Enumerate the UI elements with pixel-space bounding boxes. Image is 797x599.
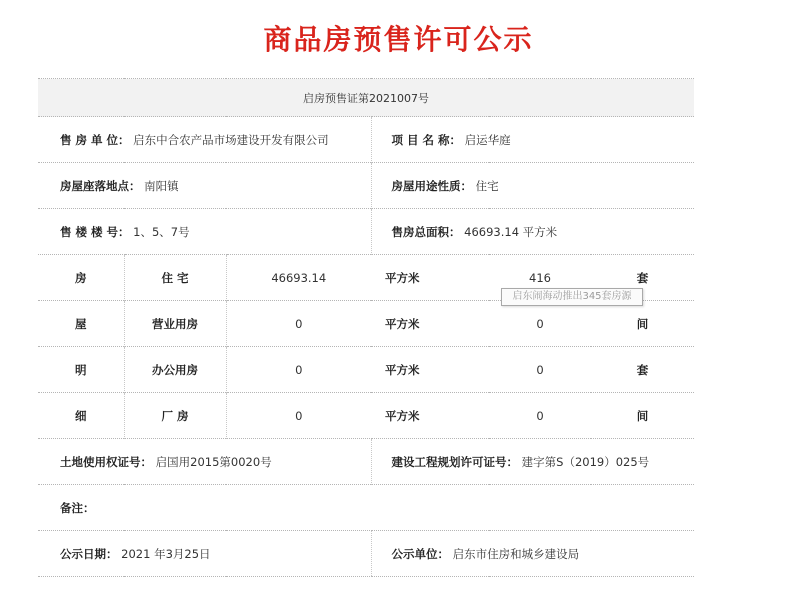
detail-area-unit: 平方米	[371, 301, 489, 347]
detail-type: 营业用房	[124, 301, 226, 347]
project-cell	[371, 117, 694, 163]
permit-table-wrap	[38, 78, 694, 577]
detail-group-char: 房	[38, 255, 124, 301]
detail-area: 0	[226, 301, 371, 347]
detail-type: 住 宅	[124, 255, 226, 301]
remarks-label: 备注：	[60, 500, 95, 515]
seller-value: 启东中合农产品市场建设开发有限公司	[133, 132, 329, 147]
usage-label: 房屋用途性质：	[391, 178, 472, 193]
detail-area: 0	[226, 393, 371, 439]
permit-number: 启房预售证第2021007号	[38, 79, 694, 117]
location-value: 南阳镇	[144, 178, 179, 193]
usage-cell	[371, 163, 694, 209]
location-label: 房屋座落地点：	[60, 178, 141, 193]
planning-value: 建字第S（2019）025号	[521, 454, 650, 469]
land-cert-value: 启国用2015第0020号	[155, 454, 272, 469]
hover-tooltip: 启东闹海动推出345套房源	[501, 288, 643, 306]
detail-count-unit: 套	[591, 347, 694, 393]
land-cert-label: 土地使用权证号：	[60, 454, 152, 469]
planning-cell	[371, 439, 694, 485]
project-value: 启运华庭	[464, 132, 511, 147]
announce-date-value: 2021 年3月25日	[121, 546, 211, 561]
detail-count: 0	[489, 393, 591, 439]
detail-count-unit: 间	[591, 301, 694, 347]
detail-group-char: 屋	[38, 301, 124, 347]
usage-value: 住宅	[475, 178, 499, 193]
announce-unit-value: 启东市住房和城乡建设局	[452, 546, 580, 561]
detail-area: 46693.14	[226, 255, 371, 301]
detail-area-unit: 平方米	[371, 347, 489, 393]
detail-type: 办公用房	[124, 347, 226, 393]
detail-count-unit: 套	[591, 255, 694, 301]
detail-type: 厂 房	[124, 393, 226, 439]
announce-date-cell	[38, 531, 371, 577]
detail-count: 416	[489, 255, 591, 301]
location-cell	[38, 163, 371, 209]
total-area-value: 46693.14 平方米	[464, 224, 558, 239]
buildings-cell	[38, 209, 371, 255]
announce-date-label: 公示日期：	[60, 546, 118, 561]
page-title: 商品房预售许可公示	[263, 23, 534, 56]
detail-area: 0	[226, 347, 371, 393]
seller-cell	[38, 117, 371, 163]
detail-count: 0	[489, 301, 591, 347]
seller-label: 售 房 单 位：	[60, 132, 130, 147]
detail-group-char: 明	[38, 347, 124, 393]
announce-unit-label: 公示单位：	[391, 546, 449, 561]
announce-unit-cell	[371, 531, 694, 577]
total-area-cell	[371, 209, 694, 255]
detail-count-unit: 间	[591, 393, 694, 439]
remarks-cell	[38, 485, 694, 531]
detail-area-unit: 平方米	[371, 255, 489, 301]
detail-group-char: 细	[38, 393, 124, 439]
project-label: 项 目 名 称：	[391, 132, 462, 147]
total-area-label: 售房总面积：	[391, 224, 461, 239]
detail-count: 0	[489, 347, 591, 393]
buildings-label: 售 楼 楼 号：	[60, 224, 130, 239]
planning-label: 建设工程规划许可证号：	[391, 454, 518, 469]
land-cert-cell	[38, 439, 371, 485]
buildings-value: 1、5、7号	[133, 224, 190, 239]
permit-table	[38, 78, 694, 577]
detail-area-unit: 平方米	[371, 393, 489, 439]
